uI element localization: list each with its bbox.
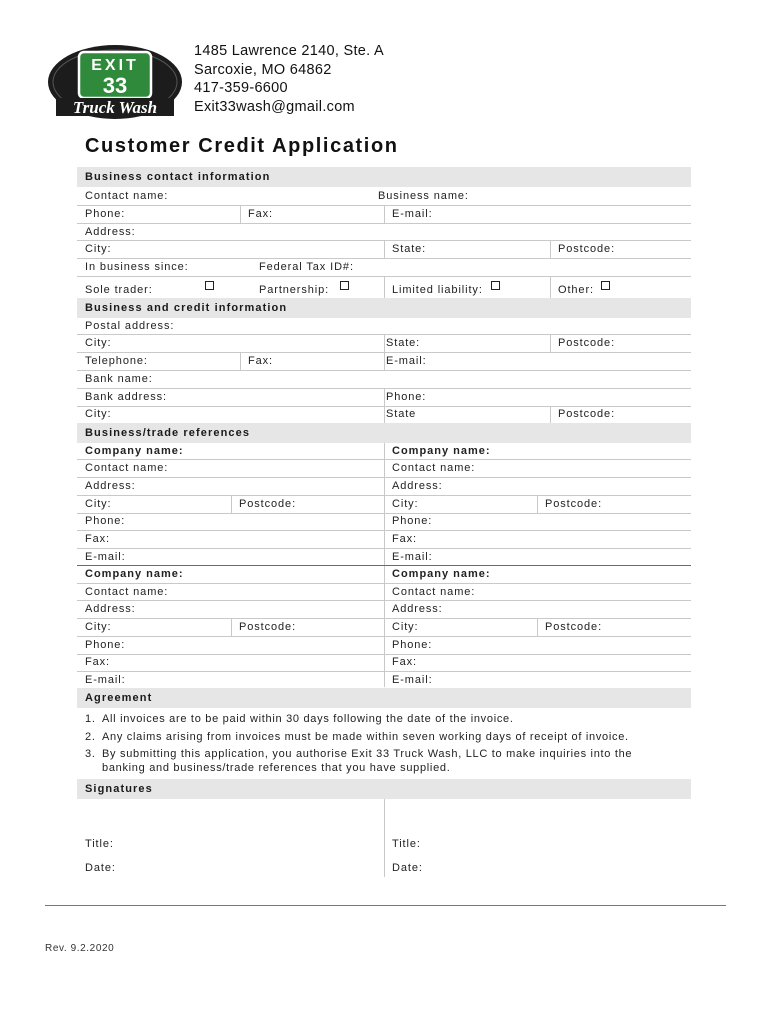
- company-address-block: [194, 42, 384, 116]
- ref2-company-name-field[interactable]: Company name:: [392, 445, 491, 457]
- signature-left-date-field[interactable]: Date:: [85, 862, 116, 874]
- sole-trader-checkbox[interactable]: [205, 281, 214, 290]
- address-line-2: Sarcoxie, MO 64862: [194, 61, 332, 78]
- divider: [384, 334, 385, 352]
- ref1-postcode-field[interactable]: Postcode:: [239, 498, 297, 510]
- ref1-contact-name-field[interactable]: Contact name:: [85, 462, 169, 474]
- divider: [77, 477, 691, 478]
- ref2-city-field[interactable]: City:: [392, 498, 419, 510]
- partnership-checkbox[interactable]: [340, 281, 349, 290]
- contact-postcode-field[interactable]: Postcode:: [558, 243, 616, 255]
- ref3-company-name-field[interactable]: Company name:: [85, 568, 184, 580]
- signature-area-left[interactable]: [85, 800, 377, 828]
- logo-exit-text: EXIT: [91, 57, 139, 74]
- limited-liability-checkbox[interactable]: [491, 281, 500, 290]
- divider: [77, 459, 691, 460]
- divider: [384, 240, 385, 258]
- divider: [384, 276, 385, 298]
- divider: [384, 205, 385, 223]
- ref2-phone-field[interactable]: Phone:: [392, 515, 433, 527]
- divider: [384, 352, 385, 370]
- agreement-item-number: 1.: [85, 713, 96, 725]
- divider: [77, 671, 691, 672]
- agreement-item-text: By submitting this application, you authorise Exit 33 Truck Wash, LLC to make inquiries into the banking and business/trade references that you have supplied.: [102, 748, 633, 774]
- credit-fax-field[interactable]: Fax:: [248, 355, 273, 367]
- section-heading-contact: Business contact information: [77, 167, 691, 187]
- ref1-fax-field[interactable]: Fax:: [85, 533, 110, 545]
- ref2-email-field[interactable]: E-mail:: [392, 551, 433, 563]
- divider: [240, 205, 241, 223]
- divider: [384, 799, 385, 877]
- logo-number-text: 33: [102, 73, 128, 98]
- company-phone: 417-359-6600: [194, 80, 288, 96]
- bank-city-field[interactable]: City:: [85, 408, 112, 420]
- agreement-item: [85, 712, 514, 726]
- divider: [550, 240, 551, 258]
- divider: [77, 513, 691, 514]
- contact-state-field[interactable]: State:: [392, 243, 427, 255]
- bank-phone-field[interactable]: Phone:: [386, 391, 427, 403]
- ref1-email-field[interactable]: E-mail:: [85, 551, 126, 563]
- ref1-address-field[interactable]: Address:: [85, 480, 136, 492]
- divider: [537, 495, 538, 513]
- company-logo: [46, 42, 184, 120]
- contact-address-field[interactable]: Address:: [85, 226, 136, 238]
- agreement-item-text: Any claims arising from invoices must be made within seven working days of receipt of invoice.: [102, 731, 629, 743]
- contact-email-field[interactable]: E-mail:: [392, 208, 433, 220]
- sole-trader-label: Sole trader:: [85, 284, 153, 296]
- page-title: Customer Credit Application: [85, 135, 399, 157]
- company-email: Exit33wash@gmail.com: [194, 98, 355, 115]
- address-line-1: 1485 Lawrence 2140, Ste. A: [194, 43, 384, 59]
- bank-name-field[interactable]: Bank name:: [85, 373, 153, 385]
- ref2-fax-field[interactable]: Fax:: [392, 533, 417, 545]
- credit-state-field[interactable]: State:: [386, 337, 421, 349]
- divider: [384, 406, 385, 424]
- divider: [550, 334, 551, 352]
- ref2-address-field[interactable]: Address:: [392, 480, 443, 492]
- agreement-item: [85, 730, 629, 744]
- ref4-email-field[interactable]: E-mail:: [392, 674, 433, 686]
- footer-divider: [45, 905, 726, 906]
- contact-fax-field[interactable]: Fax:: [248, 208, 273, 220]
- divider: [240, 352, 241, 370]
- ref4-fax-field[interactable]: Fax:: [392, 656, 417, 668]
- federal-tax-id-field[interactable]: Federal Tax ID#:: [259, 261, 354, 273]
- agreement-item: [85, 747, 670, 775]
- ref1-phone-field[interactable]: Phone:: [85, 515, 126, 527]
- revision-label: Rev. 9.2.2020: [45, 943, 115, 954]
- credit-telephone-field[interactable]: Telephone:: [85, 355, 148, 367]
- other-label: Other:: [558, 284, 594, 296]
- business-name-field[interactable]: Business name:: [378, 190, 469, 202]
- divider: [550, 406, 551, 424]
- divider: [77, 548, 691, 549]
- divider: [231, 495, 232, 513]
- other-checkbox[interactable]: [601, 281, 610, 290]
- divider: [77, 530, 691, 531]
- divider: [77, 618, 691, 619]
- ref4-city-field[interactable]: City:: [392, 621, 419, 633]
- signature-right-title-field[interactable]: Title:: [392, 838, 421, 850]
- divider: [77, 370, 691, 371]
- divider: [77, 223, 691, 224]
- ref4-contact-name-field[interactable]: Contact name:: [392, 586, 476, 598]
- credit-city-field[interactable]: City:: [85, 337, 112, 349]
- ref4-phone-field[interactable]: Phone:: [392, 639, 433, 651]
- ref3-fax-field[interactable]: Fax:: [85, 656, 110, 668]
- section-heading-references: Business/trade references: [77, 423, 691, 443]
- signature-left-title-field[interactable]: Title:: [85, 838, 114, 850]
- divider: [77, 654, 691, 655]
- divider: [77, 583, 691, 584]
- divider: [77, 495, 691, 496]
- divider: [77, 565, 691, 566]
- divider: [537, 618, 538, 636]
- section-heading-signatures: Signatures: [77, 779, 691, 799]
- divider: [550, 276, 551, 298]
- bank-address-field[interactable]: Bank address:: [85, 391, 168, 403]
- contact-city-field[interactable]: City:: [85, 243, 112, 255]
- divider: [231, 618, 232, 636]
- ref3-phone-field[interactable]: Phone:: [85, 639, 126, 651]
- in-business-since-field[interactable]: In business since:: [85, 261, 189, 273]
- ref2-contact-name-field[interactable]: Contact name:: [392, 462, 476, 474]
- logo-truck-wash-text: Truck Wash: [72, 98, 158, 117]
- section-heading-credit: Business and credit information: [77, 298, 691, 318]
- contact-phone-field[interactable]: Phone:: [85, 208, 126, 220]
- divider: [77, 600, 691, 601]
- ref3-city-field[interactable]: City:: [85, 621, 112, 633]
- divider: [77, 258, 691, 259]
- credit-email-field[interactable]: E-mail:: [386, 355, 427, 367]
- section-heading-agreement: Agreement: [77, 688, 691, 708]
- credit-postcode-field[interactable]: Postcode:: [558, 337, 616, 349]
- ref3-address-field[interactable]: Address:: [85, 603, 136, 615]
- ref1-city-field[interactable]: City:: [85, 498, 112, 510]
- ref4-company-name-field[interactable]: Company name:: [392, 568, 491, 580]
- signature-right-date-field[interactable]: Date:: [392, 862, 423, 874]
- divider: [77, 636, 691, 637]
- ref4-postcode-field[interactable]: Postcode:: [545, 621, 603, 633]
- limited-liability-label: Limited liability:: [392, 284, 483, 296]
- bank-state-field[interactable]: State: [386, 408, 417, 420]
- ref2-postcode-field[interactable]: Postcode:: [545, 498, 603, 510]
- agreement-item-text: All invoices are to be paid within 30 days following the date of the invoice.: [102, 713, 514, 725]
- ref1-company-name-field[interactable]: Company name:: [85, 445, 184, 457]
- agreement-item-number: 3.: [85, 748, 96, 760]
- agreement-item-number: 2.: [85, 731, 96, 743]
- ref4-address-field[interactable]: Address:: [392, 603, 443, 615]
- divider: [384, 388, 385, 406]
- ref3-email-field[interactable]: E-mail:: [85, 674, 126, 686]
- postal-address-field[interactable]: Postal address:: [85, 320, 175, 332]
- signature-area-right[interactable]: [392, 800, 684, 828]
- ref3-contact-name-field[interactable]: Contact name:: [85, 586, 169, 598]
- ref3-postcode-field[interactable]: Postcode:: [239, 621, 297, 633]
- bank-postcode-field[interactable]: Postcode:: [558, 408, 616, 420]
- partnership-label: Partnership:: [259, 284, 330, 296]
- contact-name-field[interactable]: Contact name:: [85, 190, 169, 202]
